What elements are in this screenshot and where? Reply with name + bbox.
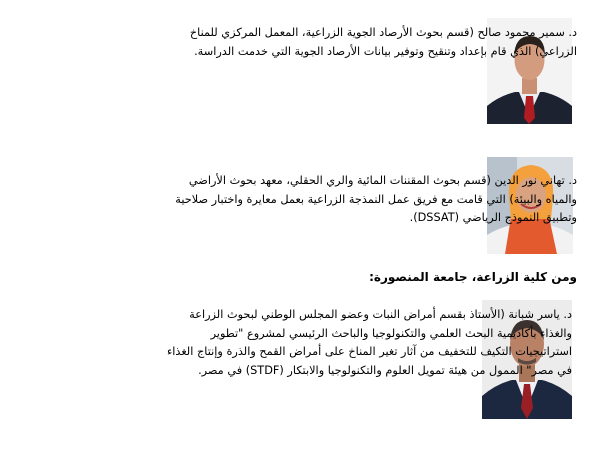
text-line: وتطبيق النموذج الرياضي (DSSAT). xyxy=(409,211,577,224)
text-line: في مصر" الممول من هيئة تمويل العلوم والتكنولوجيا والابتكار (STDF) في مصر. xyxy=(198,363,572,377)
text-line: استراتيجيات التكيف للتخفيف من آثار تغير المناخ على أمراض القمح والذرة وإنتاج الغذاء xyxy=(166,345,572,358)
section-heading: ومن كلية الزراعة، جامعة المنصورة: xyxy=(369,270,577,284)
text-line: الزراعي) الذي قام بإعداد وتنقيح وتوفير بيانات الأرصاد الجوية التي خدمت الدراسة. xyxy=(194,44,577,58)
text-line: والمياه والبيئة) التي قامت مع فريق عمل النمذجة الزراعية بعمل معايرة واختبار صلاحية xyxy=(175,192,577,206)
entry-tahani-text xyxy=(175,172,577,228)
text-line: د. سمير محمود صالح (قسم بحوث الأرصاد الجوية الزراعية، المعمل المركزي للمناخ xyxy=(189,26,577,39)
text-line: د. ياسر شبانة (الأستاذ بقسم أمراض النبات وعضو المجلس الوطني لبحوث الزراعة xyxy=(189,308,572,321)
entry-samir-text xyxy=(190,24,577,61)
entry-yasser-text xyxy=(167,306,572,380)
text-line: د. تهاني نور الدين (قسم بحوث المقننات المائية والري الحقلي، معهد بحوث الأراضي xyxy=(188,174,577,187)
text-line: والغذاء بأكاديمية البحث العلمي والتكنولوجيا والباحث الرئيسي لمشروع "تطوير xyxy=(210,326,572,340)
